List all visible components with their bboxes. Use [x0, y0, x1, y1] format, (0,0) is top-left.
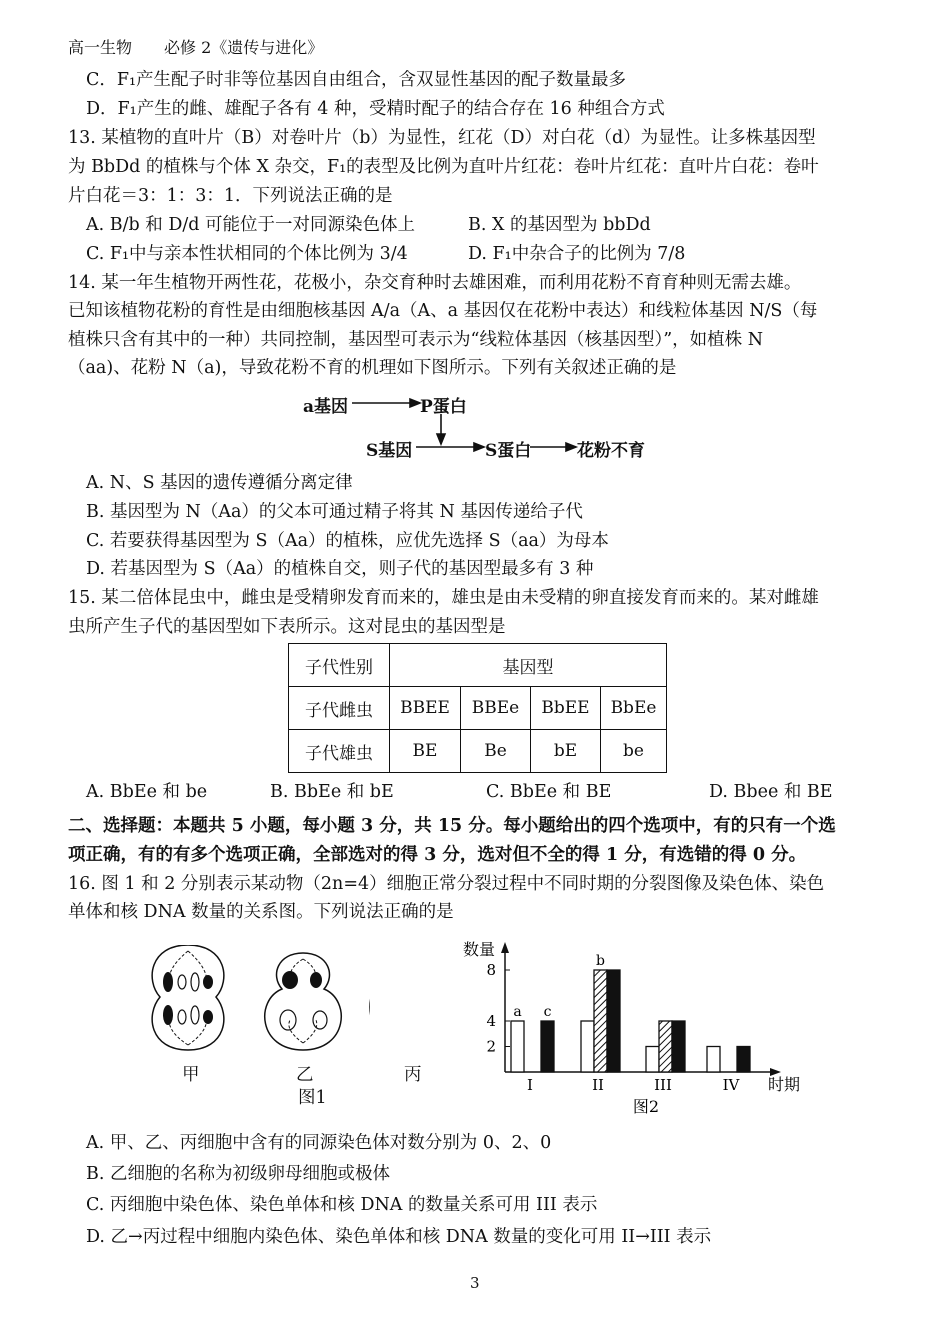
row-label: 子代雄虫 — [289, 730, 390, 773]
q15-option-a: A. BbEe 和 be — [86, 782, 208, 802]
series-label-a: a — [513, 1004, 522, 1020]
q15-option-b: B. BbEe 和 bE — [270, 782, 394, 802]
bar-a-IV — [707, 1047, 720, 1073]
q14-line: 14. 某一年生植物开两性花，花极小，杂交育种时去雄困难，而利用花粉不育育种则无需去雄。 — [68, 273, 802, 293]
bar-a-III — [646, 1047, 659, 1073]
table-cell: be — [601, 730, 667, 773]
section-2-heading: 项正确，有的有多个选项正确，全部选对的得 3 分，选对但不全的得 1 分，有选错的得 0 分。 — [68, 845, 807, 865]
diagram-a-gene: a基因 — [303, 397, 349, 417]
x-tick-label: II — [592, 1076, 604, 1094]
q14-line: （aa)、花粉 N（a)，导致花粉不育的机理如下图所示。下列有关叙述正确的是 — [68, 358, 677, 378]
diagram-sterile: 花粉不育 — [577, 441, 645, 461]
y-axis-arrow-icon — [501, 942, 509, 953]
q16-line: 16. 图 1 和 2 分别表示某动物（2n=4）细胞正常分裂过程中不同时期的分裂图像及染色体、染色 — [68, 874, 825, 894]
bar-c-III — [672, 1021, 685, 1072]
q16-option-b: B. 乙细胞的名称为初级卵母细胞或极体 — [86, 1164, 390, 1184]
x-tick-label: IV — [722, 1076, 740, 1094]
figure1-caption: 图1 — [298, 1088, 327, 1108]
series-label-b: b — [596, 953, 605, 969]
table-cell: Be — [461, 730, 531, 773]
q12-option-c: C．F₁产生配子时非等位基因自由组合，含双显性基因的配子数量最多 — [86, 70, 627, 90]
q15-line: 15. 某二倍体昆虫中，雌虫是受精卵发育而来的，雄虫是由未受精的卵直接发育而来的。某对雌雄 — [68, 588, 819, 608]
bar-c-II — [607, 970, 620, 1072]
bar-a-II — [581, 1021, 594, 1072]
cell-label-yi: 乙 — [296, 1065, 314, 1085]
q14-option-c: C. 若要获得基因型为 S（Aa）的植株，应优先选择 S（aa）为母本 — [86, 531, 609, 551]
y-tick-label: 4 — [486, 1012, 496, 1030]
x-tick-label: III — [654, 1076, 672, 1094]
bar-c-I — [541, 1021, 554, 1072]
table-cell: BbEe — [601, 687, 667, 730]
diagram-s-protein: S蛋白 — [485, 441, 532, 461]
bar-b-III — [659, 1021, 672, 1072]
bar-b-II — [594, 970, 607, 1072]
q16-option-c: C. 丙细胞中染色体、染色单体和核 DNA 的数量关系可用 III 表示 — [86, 1195, 598, 1215]
q16-option-d: D. 乙→丙过程中细胞内染色体、染色单体和核 DNA 数量的变化可用 II→III 表示 — [86, 1227, 712, 1247]
q14-option-a: A. N、S 基因的遗传遵循分离定律 — [86, 473, 353, 493]
table-header-genotype: 基因型 — [390, 644, 667, 687]
q15-option-c: C. BbEe 和 BE — [486, 782, 612, 802]
q13-line: 片白花＝3：1：3：1．下列说法正确的是 — [68, 186, 393, 206]
cell-label-jia: 甲 — [182, 1065, 200, 1085]
q14-option-d: D. 若基因型为 S（Aa）的植株自交，则子代的基因型最多有 3 种 — [86, 559, 594, 579]
table-header-sex: 子代性别 — [289, 644, 390, 687]
row-label: 子代雌虫 — [289, 687, 390, 730]
q13-option-b: B. X 的基因型为 bbDd — [468, 215, 651, 235]
q16-line: 单体和核 DNA 数量的关系图。下列说法正确的是 — [68, 902, 454, 922]
section-2-heading: 二、选择题：本题共 5 小题，每小题 3 分，共 15 分。每小题给出的四个选项中，有的只有一个选 — [68, 816, 836, 836]
series-label-c: c — [543, 1004, 552, 1020]
table-cell: BE — [390, 730, 461, 773]
table-cell: BbEE — [531, 687, 601, 730]
table-cell: BBEe — [461, 687, 531, 730]
q14-line: 已知该植物花粉的育性是由细胞核基因 A/a（A、a 基因仅在花粉中表达）和线粒体基因 N/S（每 — [68, 301, 818, 321]
y-axis-label: 数量 — [463, 940, 496, 959]
bar-a-I — [511, 1021, 524, 1072]
bar-c-IV — [737, 1047, 750, 1073]
diagram-s-gene: S基因 — [366, 441, 413, 461]
q15-line: 虫所产生子代的基因型如下表所示。这对昆虫的基因型是 — [68, 617, 506, 637]
q16-option-a: A. 甲、乙、丙细胞中含有的同源染色体对数分别为 0、2、0 — [86, 1133, 552, 1153]
diagram-p-protein: P蛋白 — [420, 397, 467, 417]
q13-option-c: C. F₁中与亲本性状相同的个体比例为 3/4 — [86, 244, 408, 264]
y-tick-label: 2 — [486, 1037, 496, 1056]
q13-line: 13. 某植物的直叶片（B）对卷叶片（b）为显性，红花（D）对白花（d）为显性。让多株基因型 — [68, 128, 816, 148]
q13-option-d: D. F₁中杂合子的比例为 7/8 — [468, 244, 686, 264]
q13-option-a: A. B/b 和 D/d 可能位于一对同源染色体上 — [86, 215, 416, 235]
table-cell: bE — [531, 730, 601, 773]
y-tick-label: 8 — [486, 961, 496, 979]
q14-option-b: B. 基因型为 N（Aa）的父本可通过精子将其 N 基因传递给子代 — [86, 502, 583, 522]
page-header: 高一生物 必修 2《遗传与进化》 — [68, 38, 324, 57]
x-axis-label: 时期 — [768, 1075, 801, 1094]
cell-label-bing: 丙 — [404, 1065, 422, 1085]
q14-line: 植株只含有其中的一种）共同控制，基因型可表示为“线粒体基因（核基因型）”，如植株 N — [68, 330, 764, 350]
q13-line: 为 BbDd 的植株与个体 X 杂交，F₁的表型及比例为直叶片红花：卷叶片红花：直叶片白花：卷叶 — [68, 157, 819, 177]
page-number: 3 — [470, 1274, 480, 1292]
q15-option-d: D. Bbee 和 BE — [709, 782, 833, 802]
table-cell: BBEE — [390, 687, 461, 730]
q12-option-d: D．F₁产生的雌、雄配子各有 4 种，受精时配子的结合存在 16 种组合方式 — [86, 99, 665, 119]
x-tick-label: I — [527, 1076, 533, 1094]
chart-title: 图2 — [632, 1097, 660, 1116]
